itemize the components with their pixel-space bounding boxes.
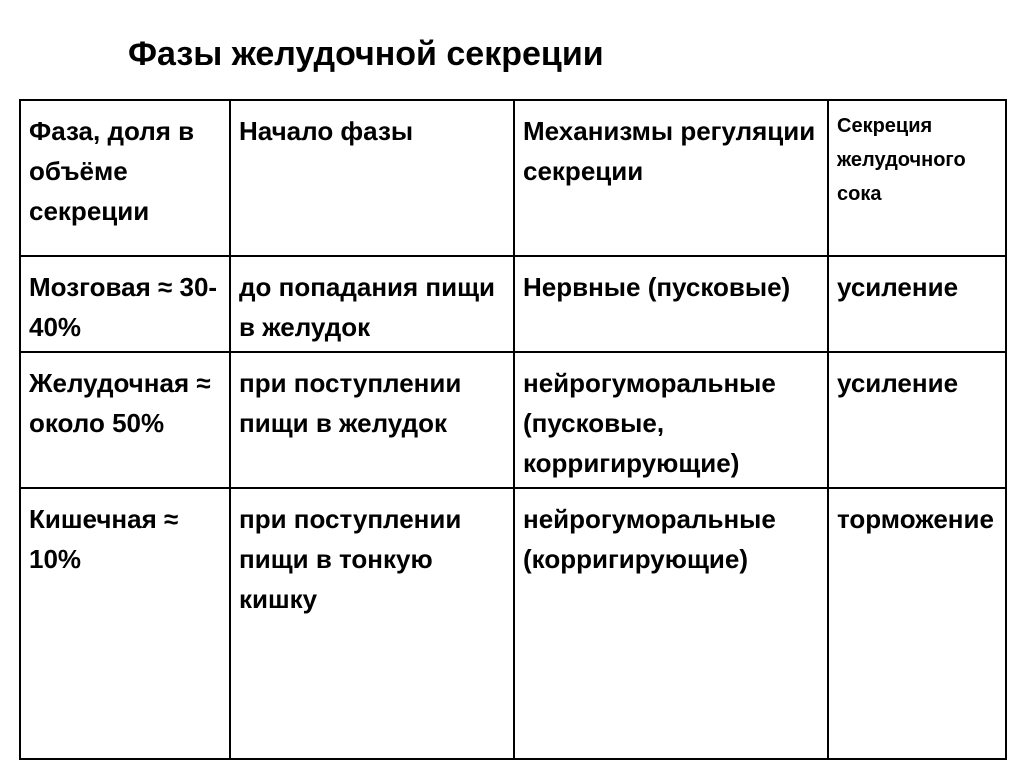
table-cell [20, 352, 230, 488]
cell-phase: Кишечная ≈ 10% [29, 504, 179, 574]
table-row [20, 488, 1006, 759]
table-header-row [20, 100, 1006, 256]
table-cell [20, 488, 230, 759]
header-phase: Фаза, доля в объёме секреции [29, 116, 195, 226]
cell-mechanisms: нейрогуморальные (пусковые, корригирующие) [523, 368, 776, 478]
header-secretion: Секреция желудочного сока [837, 115, 966, 205]
header-mechanisms: Механизмы регуляции секреции [523, 116, 816, 186]
table-row [20, 256, 1006, 352]
cell-start: до попадания пищи в желудок [239, 272, 496, 342]
table-cell [514, 352, 828, 488]
table-cell [230, 352, 514, 488]
cell-secretion: торможение [837, 504, 994, 534]
table-cell [828, 256, 1006, 352]
table-cell [230, 256, 514, 352]
cell-start: при поступлении пищи в тонкую кишку [239, 504, 462, 614]
cell-phase: Желудочная ≈ около 50% [29, 368, 211, 438]
table-header-cell [230, 100, 514, 256]
page-title: Фазы желудочной секреции [128, 35, 604, 73]
table-cell [514, 256, 828, 352]
cell-start: при поступлении пищи в желудок [239, 368, 462, 438]
cell-secretion: усиление [837, 368, 959, 398]
table-cell [514, 488, 828, 759]
table-header-cell [828, 100, 1006, 256]
table-cell [20, 256, 230, 352]
header-start: Начало фазы [239, 116, 414, 146]
table-header-cell [514, 100, 828, 256]
cell-secretion: усиление [837, 272, 959, 302]
cell-mechanisms: нейрогуморальные (корригирующие) [523, 504, 776, 574]
cell-phase: Мозговая ≈ 30-40% [29, 272, 218, 342]
table-row [20, 352, 1006, 488]
phases-table [19, 99, 1007, 760]
table-cell [230, 488, 514, 759]
table-header-cell [20, 100, 230, 256]
cell-mechanisms: Нервные (пусковые) [523, 272, 791, 302]
table-cell [828, 352, 1006, 488]
table-cell [828, 488, 1006, 759]
